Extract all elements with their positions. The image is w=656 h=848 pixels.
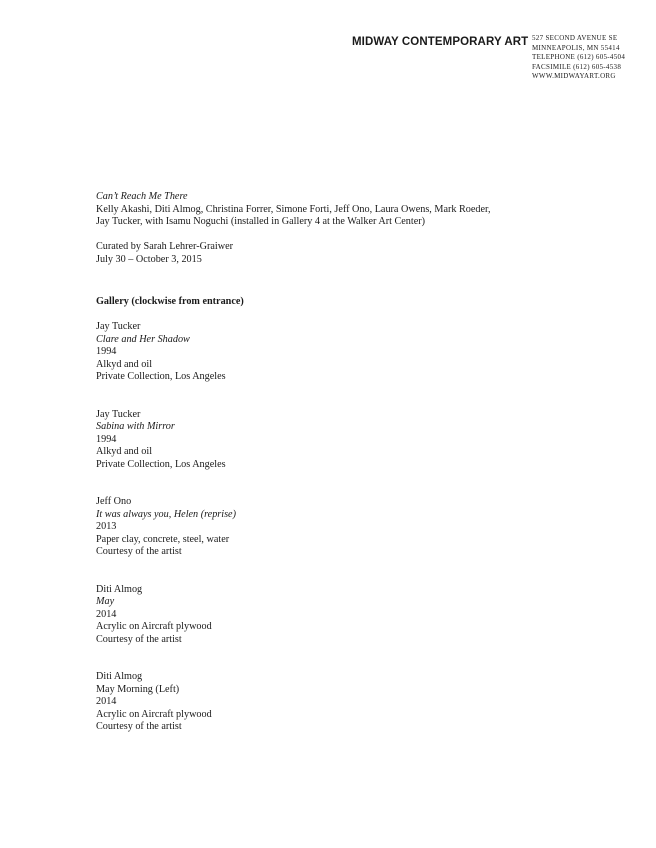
work-year: 1994	[96, 346, 117, 357]
gallery-heading: Gallery (clockwise from entrance)	[96, 296, 244, 307]
address-street: 527 SECOND AVENUE SE	[532, 34, 618, 42]
exhibition-dates: July 30 – October 3, 2015	[96, 253, 202, 265]
exhibition-curator: Curated by Sarah Lehrer-Graiwer	[96, 241, 233, 252]
work-credit: Courtesy of the artist	[96, 633, 182, 645]
work-title: May Morning (Left)	[96, 683, 180, 695]
work-year: 2014	[96, 608, 117, 620]
work-credit: Private Collection, Los Angeles	[96, 371, 226, 382]
work-credit: Courtesy of the artist	[96, 721, 182, 732]
exhibition-artists-line-2: Jay Tucker, with Isamu Noguchi (installed in Gallery 4 at the Walker Art Center)	[96, 216, 426, 227]
work-medium: Acrylic on Aircraft plywood	[96, 621, 212, 632]
work-credit: Courtesy of the artist	[96, 546, 182, 557]
work-entry	[96, 671, 616, 734]
address-website: WWW.MIDWAYART.ORG	[532, 72, 616, 80]
work-artist: Jay Tucker	[96, 321, 141, 332]
work-entry	[96, 409, 616, 472]
work-artist: Diti Almog	[96, 671, 143, 682]
work-title: Sabina with Mirror	[96, 421, 175, 432]
work-title: Clare and Her Shadow	[96, 333, 190, 345]
work-artist: Diti Almog	[96, 583, 143, 595]
work-year: 2014	[96, 696, 117, 707]
document-body	[96, 191, 616, 734]
work-medium: Acrylic on Aircraft plywood	[96, 708, 212, 720]
work-year: 1994	[96, 433, 117, 445]
work-title: May	[96, 596, 115, 607]
exhibition-artists-line-1: Kelly Akashi, Diti Almog, Christina Forrer, Simone Forti, Jeff Ono, Laura Owens, Mark Roeder,	[96, 203, 491, 215]
work-artist: Jay Tucker	[96, 408, 141, 420]
address-telephone: TELEPHONE (612) 605-4504	[532, 53, 626, 61]
work-medium: Paper clay, concrete, steel, water	[96, 533, 230, 545]
letterhead-address	[532, 34, 625, 82]
work-title: It was always you, Helen (reprise)	[96, 508, 236, 520]
work-entry	[96, 584, 616, 647]
address-facsimile: FACSIMILE (612) 605-4538	[532, 62, 622, 71]
work-medium: Alkyd and oil	[96, 358, 153, 370]
letterhead-name: MIDWAY CONTEMPORARY ART	[352, 36, 529, 48]
work-entry	[96, 496, 616, 559]
work-artist: Jeff Ono	[96, 496, 132, 507]
work-credit: Private Collection, Los Angeles	[96, 458, 226, 470]
work-medium: Alkyd and oil	[96, 446, 153, 457]
work-year: 2013	[96, 521, 117, 532]
address-city: MINNEAPOLIS, MN 55414	[532, 43, 620, 52]
work-entry	[96, 321, 616, 384]
exhibition-title: Can’t Reach Me There	[96, 191, 188, 202]
